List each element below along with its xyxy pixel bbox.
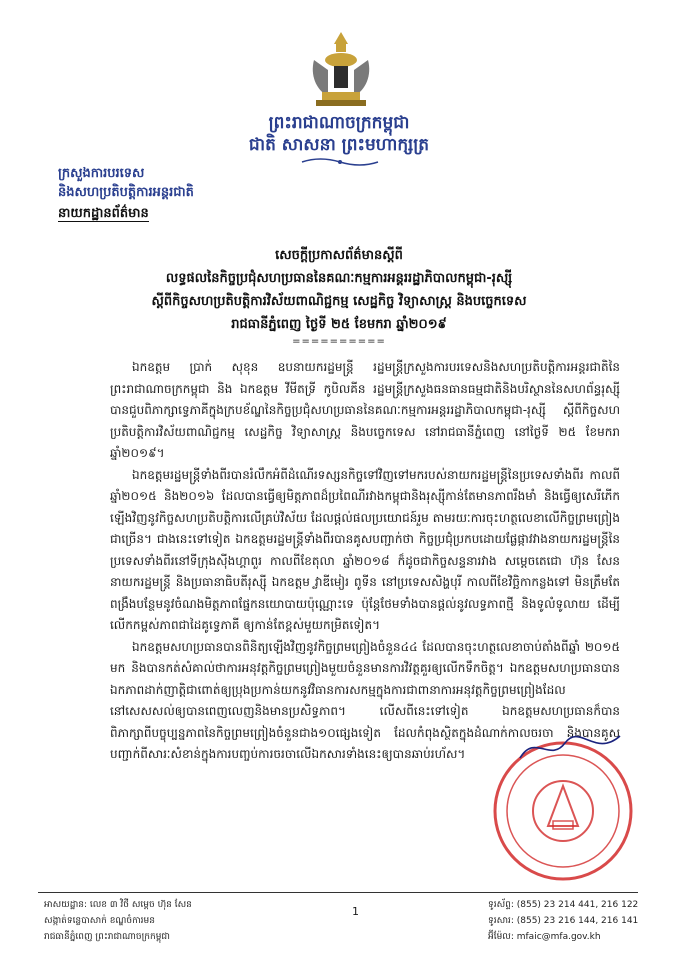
ornament-divider-icon <box>300 156 380 168</box>
body-paragraph-2: ឯកឧត្តមរដ្ឋមន្ត្រីទាំងពីរបានរំលឹកអំពីដំណើរទស្សនកិច្ចទៅវិញទៅមករបស់នាយករដ្ឋមន្ត្រីនៃប្រទេសទាំងពីរ កាលពីឆ្នាំ២០១៥ និង២០១៦ ដែលបានធ្វើឲ្យមិត្តភាពដ៏ប្រពៃណីរវាងកម្ពុជានិងរុស្ស៊ីកាន់តែមានភាពរឹងមាំ និងធ្វើឲ្យសេរីភើកឡើងវិញនូវកិច្ចសហប្រតិបត្តិការលើគ្រប់វិស័យ ដែលផ្តល់ផលប្រយោជន៍រួម តាមរយៈការចុះហត្ថលេខាលើកិច្ចព្រមព្រៀងជាច្រើន។ ជាងនេះទៅទៀត ឯកឧត្តមរដ្ឋមន្ត្រីទាំងពីរបានគូសបញ្ជាក់ថា កិច្ចប្រជុំប្រកបដោយផ្លែផ្កាវវាងនាយករដ្ឋមន្ត្រីនៃប្រទេសទាំងពីរនៅទីក្រុងស៊ីងហ្គាពួរ កាលពីខែតុលា ឆ្នាំ២០១៨ ក៏ដូចជាកិច្ចសន្ទនារវាង សម្តេចតេជោ ហ៊ុន សែន នាយករដ្ឋមន្ត្រី និងប្រធានាធិបតីរុស្ស៊ី ឯកឧត្តម វ្លាឌីមៀរ ពូទីន នៅប្រទេសសិង្ហបុរី កាលពីខែវិច្ឆិកាកន្លងទៅ មិនត្រឹមតែពង្រឹងបន្ថែមនូវចំណងមិត្តភាពផ្នែកនយោបាយប៉ុណ្ណោះទេ ប៉ុន្តែថែមទាំងបានផ្តល់នូវលទ្ធភាពថ្មី និងទូលំទូលាយ ដើម្បីលើកកម្ពស់ភាពជាដៃគូទ្វេភាគី ឲ្យកាន់តែខ្ពស់មួយកម្រិតទៀត។ <box>110 467 620 632</box>
royal-emblem-icon <box>306 30 376 108</box>
title-line-4: រាជធានីភ្នំពេញ ថ្ងៃទី ២៥ ខែមករា ឆ្នាំ២០១៩ <box>231 317 447 332</box>
body-paragraph-3: ឯកឧត្តមសហប្រធានបានពិនិត្យឡើងវិញនូវកិច្ចព្រមព្រៀងចំនួន៤៤ ដែលបានចុះហត្ថលេខាចាប់តាំងពីឆ្នាំ ២០១៥ មក និងបានកត់សំគាល់ថាការអនុវត្តកិច្ចព្រមព្រៀងមួយចំនួនមានការវិវត្តគួរឲ្យលើកទឹកចិត្ត។ ឯកឧត្តមសហប្រធានបានឯកភាពដាក់ញាត្តិជាពោត់ឲ្យប្រុងប្រកាន់យកនូវវិធានការសកម្មក្នុងការជាពានាការអនុវត្តកិច្ចព្រមព្រៀងដែលនៅសេសសល់ឲ្យបានពេញលេញនិងមានប្រសិទ្ធភាព។ លើសពីនេះទៅទៀត ឯកឧត្តមសហប្រធានក៏បានពិភាក្សាពីបច្ចុប្បន្នភាពនៃកិច្ចព្រមព្រៀងចំនួនជាង១០ផ្សេងទៀត ដែលកំពុងស្ថិតក្នុងដំណាក់កាលចរចា និងបានគូសបញ្ជាក់ពីសារៈសំខាន់ក្នុងការបញ្ចប់ការចរចាលើឯកសារទាំងនេះឲ្យបានឆាប់រហ័ស។ <box>110 639 620 761</box>
footer-divider <box>38 892 638 893</box>
kingdom-name: ព្រះរាជាណាចក្រកម្ពុជា <box>268 113 410 133</box>
title-line-3: ស្តីពីកិច្ចសហប្រតិបត្តិការវិស័យពាណិជ្ជកម្ម សេដ្ឋកិច្ច វិទ្យាសាស្ត្រ និងបច្ចេកទេស <box>151 294 527 309</box>
email-line: អ៊ីម៉ែល: mfaic@mfa.gov.kh <box>488 932 601 942</box>
address-line-1: អាសយដ្ឋាន: លេខ ៣ វិថី សម្តេច ហ៊ុន សែន <box>44 900 192 910</box>
press-release-body <box>110 357 620 766</box>
ministry-name-line1: ក្រសួងការបរទេស <box>58 166 145 181</box>
body-paragraph-1: ឯកឧត្តម ប្រាក់ សុខុន ឧបនាយករដ្ឋមន្ត្រី រដ្ឋមន្ត្រីក្រសួងការបរទេសនិងសហប្រតិបត្តិការអន្តរជាតិនៃព្រះរាជាណាចក្រកម្ពុជា និង ឯកឧត្តម វីមីតទ្រី កូបិលគីន រដ្ឋមន្ត្រីក្រសួងធនធានធម្មជាតិនិងបរិស្ថាននៃសហព័ន្ធរុស្ស៊ី បានជួបពិភាក្សាទ្វេភាគីក្នុងក្របខ័ណ្ឌនៃកិច្ចប្រជុំសហប្រធាននៃគណៈកម្មការអន្តររដ្ឋាភិបាលកម្ពុជា-រុស្ស៊ី ស្តីពីកិច្ចសហប្រតិបត្តិការវិស័យពាណិជ្ជកម្ម សេដ្ឋកិច្ច វិទ្យាសាស្ត្រ និងបច្ចេកទេស នៅរាជធានីភ្នំពេញ នៅថ្ងៃទី ២៥ ខែមករា ឆ្នាំ២០១៩។ <box>110 360 620 460</box>
footer-contacts <box>488 897 638 945</box>
address-line-3: រាជធានីភ្នំពេញ ព្រះរាជាណាចក្រកម្ពុជា <box>44 932 170 942</box>
phone-line: ទូរស័ព្ទ: (855) 23 214 441, 216 122 <box>488 900 639 910</box>
title-line-2: លទ្ធផលនៃកិច្ចប្រជុំសហប្រធាននៃគណៈកម្មការអន្តររដ្ឋាភិបាលកម្ពុជា-រុស្ស៊ី <box>165 271 513 286</box>
department-label: នាយកដ្ឋានព័ត៌មាន <box>58 206 149 221</box>
title-divider: ========== <box>292 336 386 347</box>
ministry-name-line2: និងសហប្រតិបត្តិការអន្តរជាតិ <box>58 185 194 200</box>
address-line-2: សង្កាត់ទន្លេបាសាក់ ខណ្ឌចំការមន <box>44 916 155 926</box>
page-number: 1 <box>352 905 359 918</box>
national-motto: ជាតិ សាសនា ព្រះមហាក្សត្រ <box>248 135 430 155</box>
title-line-1: សេចក្តីប្រកាសព័ត៌មានស្តីពី <box>275 248 403 263</box>
signature-icon <box>515 728 625 768</box>
department-name <box>58 205 149 224</box>
fax-line: ទូរសារ: (855) 23 216 144, 216 141 <box>488 916 639 926</box>
footer-address <box>44 897 192 945</box>
